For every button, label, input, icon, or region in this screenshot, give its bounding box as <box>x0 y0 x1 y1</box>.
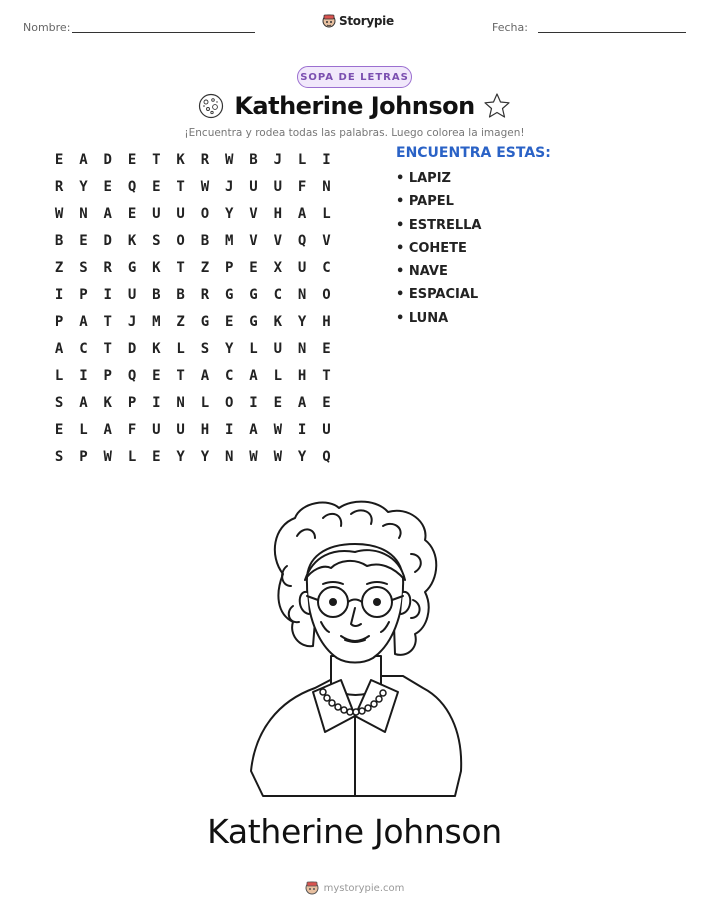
grid-row <box>47 443 339 470</box>
grid-letter[interactable]: A <box>249 421 258 438</box>
grid-letter[interactable]: T <box>176 259 185 276</box>
grid-letter[interactable]: Q <box>127 367 137 384</box>
grid-letter[interactable]: V <box>322 232 331 249</box>
grid-letter[interactable]: Y <box>225 205 234 222</box>
grid-letter[interactable]: H <box>273 205 283 222</box>
instructions: ¡Encuentra y rodea todas las palabras. Luego colorea la imagen! <box>184 127 525 139</box>
grid-letter[interactable]: W <box>273 448 283 465</box>
grid-letter[interactable]: Q <box>297 232 307 249</box>
grid-letter[interactable]: M <box>152 313 161 330</box>
footer-url[interactable]: mystorypie.com <box>323 882 405 894</box>
grid-letter[interactable]: J <box>225 178 234 195</box>
grid-letter[interactable]: A <box>103 205 112 222</box>
grid-row <box>47 416 339 443</box>
grid-letter[interactable]: E <box>322 394 331 411</box>
grid-letter[interactable]: O <box>176 232 185 249</box>
grid-letter[interactable]: U <box>127 286 137 303</box>
grid-letter[interactable]: G <box>249 313 258 330</box>
grid-row <box>47 308 339 335</box>
grid-letter[interactable]: H <box>322 313 331 330</box>
grid-letter[interactable]: E <box>152 178 161 195</box>
word-list-item: • NAVE <box>396 264 448 280</box>
grid-letter[interactable]: S <box>152 232 161 249</box>
grid-letter[interactable]: C <box>79 340 88 357</box>
page-title: Katherine Johnson <box>234 92 475 120</box>
grid-letter[interactable]: S <box>54 394 64 411</box>
grid-letter[interactable]: K <box>127 232 137 249</box>
word-list-title: ENCUENTRA ESTAS: <box>396 145 551 161</box>
grid-row <box>47 362 339 389</box>
grid-letter[interactable]: T <box>152 151 161 168</box>
grid-letter[interactable]: L <box>127 448 137 465</box>
grid-letter[interactable]: N <box>322 178 331 195</box>
grid-letter[interactable]: Z <box>176 313 185 330</box>
brand <box>322 13 394 29</box>
storypie-logo-icon <box>322 13 336 29</box>
grid-letter[interactable]: K <box>152 259 161 276</box>
grid-letter[interactable]: E <box>322 340 331 357</box>
grid-letter[interactable]: D <box>127 340 137 357</box>
grid-letter[interactable]: C <box>225 367 234 384</box>
grid-letter[interactable]: I <box>152 394 161 411</box>
grid-letter[interactable]: Q <box>127 178 137 195</box>
grid-letter[interactable]: U <box>322 421 331 438</box>
grid-letter[interactable]: E <box>103 178 112 195</box>
grid-letter[interactable]: A <box>54 340 64 357</box>
grid-letter[interactable]: Z <box>200 259 210 276</box>
grid-letter[interactable]: Y <box>297 313 307 330</box>
grid-letter[interactable]: U <box>152 205 161 222</box>
grid-letter[interactable]: B <box>54 232 64 249</box>
grid-letter[interactable]: L <box>176 340 185 357</box>
grid-letter[interactable]: U <box>273 178 283 195</box>
grid-letter[interactable]: I <box>103 286 112 303</box>
grid-letter[interactable]: A <box>79 151 88 168</box>
grid-letter[interactable]: H <box>200 421 210 438</box>
grid-letter[interactable]: G <box>225 286 234 303</box>
grid-letter[interactable]: A <box>79 313 88 330</box>
grid-letter[interactable]: R <box>54 178 64 195</box>
grid-letter[interactable]: Y <box>176 448 185 465</box>
grid-letter[interactable]: U <box>176 205 185 222</box>
grid-letter[interactable]: K <box>103 394 112 411</box>
word-list-item: • LUNA <box>396 310 449 326</box>
grid-letter[interactable]: E <box>273 394 283 411</box>
grid-letter[interactable]: A <box>249 367 258 384</box>
grid-letter[interactable]: M <box>225 232 234 249</box>
grid-letter[interactable]: E <box>127 205 137 222</box>
grid-letter[interactable]: W <box>273 421 283 438</box>
grid-letter[interactable]: I <box>322 151 331 168</box>
grid-letter[interactable]: U <box>176 421 185 438</box>
grid-letter[interactable]: E <box>225 313 234 330</box>
grid-letter[interactable]: L <box>297 151 307 168</box>
date-line[interactable] <box>538 32 686 33</box>
grid-letter[interactable]: U <box>249 178 258 195</box>
grid-row <box>47 335 339 362</box>
word-list-item: • COHETE <box>396 240 467 256</box>
grid-letter[interactable]: I <box>297 421 307 438</box>
grid-letter[interactable]: E <box>79 232 88 249</box>
grid-letter[interactable]: E <box>127 151 137 168</box>
portrait-caption: Katherine Johnson <box>207 812 502 851</box>
grid-letter[interactable]: Y <box>225 340 234 357</box>
grid-letter[interactable]: E <box>54 151 64 168</box>
grid-letter[interactable]: R <box>103 259 112 276</box>
grid-letter[interactable]: P <box>54 313 64 330</box>
grid-row <box>47 146 339 173</box>
grid-letter[interactable]: W <box>225 151 234 168</box>
word-list-item: • LAPIZ <box>396 171 451 186</box>
grid-letter[interactable]: R <box>200 151 210 168</box>
grid-letter[interactable]: E <box>249 259 258 276</box>
grid-row <box>47 173 339 200</box>
grid-letter[interactable]: I <box>249 394 258 411</box>
grid-letter[interactable]: V <box>249 205 258 222</box>
grid-letter[interactable]: P <box>127 394 137 411</box>
grid-letter[interactable]: O <box>200 205 210 222</box>
grid-letter[interactable]: A <box>103 421 112 438</box>
grid-letter[interactable]: Z <box>54 259 64 276</box>
storypie-logo-icon <box>305 880 319 896</box>
name-label: Nombre: <box>23 21 71 34</box>
activity-badge: SOPA DE LETRAS <box>297 66 412 88</box>
grid-letter[interactable]: N <box>79 205 88 222</box>
katherine-johnson-portrait <box>243 496 467 812</box>
grid-letter[interactable]: T <box>176 178 185 195</box>
grid-letter[interactable]: S <box>54 448 64 465</box>
grid-letter[interactable]: D <box>103 151 112 168</box>
grid-letter[interactable]: W <box>200 178 210 195</box>
grid-letter[interactable]: K <box>176 151 185 168</box>
word-list-item: • ESPACIAL <box>396 287 479 303</box>
grid-letter[interactable]: L <box>79 421 88 438</box>
grid-letter[interactable]: H <box>297 367 307 384</box>
footer <box>0 880 709 896</box>
grid-letter[interactable]: U <box>297 259 307 276</box>
star-icon <box>482 92 512 120</box>
grid-letter[interactable]: Y <box>200 448 210 465</box>
grid-letter[interactable]: U <box>273 340 283 357</box>
grid-letter[interactable]: N <box>225 448 234 465</box>
grid-letter[interactable]: J <box>127 313 137 330</box>
word-search-grid[interactable] <box>47 146 339 470</box>
grid-letter[interactable]: L <box>249 340 258 357</box>
grid-letter[interactable]: S <box>200 340 210 357</box>
grid-letter[interactable]: T <box>103 340 112 357</box>
grid-letter[interactable]: B <box>152 286 161 303</box>
word-list-item: • ESTRELLA <box>396 217 482 233</box>
grid-letter[interactable]: L <box>200 394 210 411</box>
grid-letter[interactable]: A <box>200 367 210 384</box>
grid-letter[interactable]: V <box>273 232 283 249</box>
grid-letter[interactable]: Q <box>322 448 331 465</box>
grid-row <box>47 200 339 227</box>
grid-letter[interactable]: J <box>273 151 283 168</box>
grid-row <box>47 227 339 254</box>
grid-letter[interactable]: V <box>249 232 258 249</box>
grid-letter[interactable]: G <box>127 259 137 276</box>
grid-letter[interactable]: N <box>176 394 185 411</box>
grid-letter[interactable]: P <box>79 286 88 303</box>
grid-letter[interactable]: K <box>273 313 283 330</box>
grid-letter[interactable]: E <box>152 448 161 465</box>
grid-letter[interactable]: S <box>79 259 88 276</box>
grid-letter[interactable]: R <box>200 286 210 303</box>
grid-letter[interactable]: B <box>200 232 210 249</box>
word-list <box>396 171 481 334</box>
grid-letter[interactable]: A <box>297 205 307 222</box>
grid-letter[interactable]: G <box>249 286 258 303</box>
grid-letter[interactable]: U <box>152 421 161 438</box>
grid-letter[interactable]: L <box>54 367 64 384</box>
grid-row <box>47 281 339 308</box>
grid-letter[interactable]: L <box>273 367 283 384</box>
grid-letter[interactable]: Y <box>79 178 88 195</box>
grid-letter[interactable]: O <box>322 286 331 303</box>
grid-letter[interactable]: E <box>152 367 161 384</box>
brand-name: Storypie <box>339 14 394 28</box>
grid-letter[interactable]: G <box>200 313 210 330</box>
grid-letter[interactable]: N <box>297 286 307 303</box>
grid-letter[interactable]: F <box>127 421 137 438</box>
grid-letter[interactable]: I <box>54 286 64 303</box>
grid-letter[interactable]: I <box>225 421 234 438</box>
grid-letter[interactable]: A <box>79 394 88 411</box>
grid-letter[interactable]: D <box>103 232 112 249</box>
grid-letter[interactable]: P <box>79 448 88 465</box>
grid-letter[interactable]: T <box>103 313 112 330</box>
grid-letter[interactable]: B <box>176 286 185 303</box>
date-label: Fecha: <box>492 21 528 34</box>
name-line[interactable] <box>72 32 255 33</box>
grid-row <box>47 254 339 281</box>
grid-letter[interactable]: T <box>322 367 331 384</box>
grid-letter[interactable]: Y <box>297 448 307 465</box>
grid-letter[interactable]: P <box>225 259 234 276</box>
grid-row <box>47 389 339 416</box>
grid-letter[interactable]: I <box>79 367 88 384</box>
grid-letter[interactable]: N <box>297 340 307 357</box>
grid-letter[interactable]: C <box>322 259 331 276</box>
grid-letter[interactable]: C <box>273 286 283 303</box>
grid-letter[interactable]: P <box>103 367 112 384</box>
grid-letter[interactable]: W <box>249 448 258 465</box>
word-list-item: • PAPEL <box>396 194 454 210</box>
grid-letter[interactable]: K <box>152 340 161 357</box>
grid-letter[interactable]: X <box>273 259 283 276</box>
grid-letter[interactable]: T <box>176 367 185 384</box>
grid-letter[interactable]: F <box>297 178 307 195</box>
grid-letter[interactable]: A <box>297 394 307 411</box>
grid-letter[interactable]: L <box>322 205 331 222</box>
grid-letter[interactable]: O <box>225 394 234 411</box>
grid-letter[interactable]: W <box>54 205 64 222</box>
grid-letter[interactable]: W <box>103 448 112 465</box>
grid-letter[interactable]: E <box>54 421 64 438</box>
grid-letter[interactable]: B <box>249 151 258 168</box>
